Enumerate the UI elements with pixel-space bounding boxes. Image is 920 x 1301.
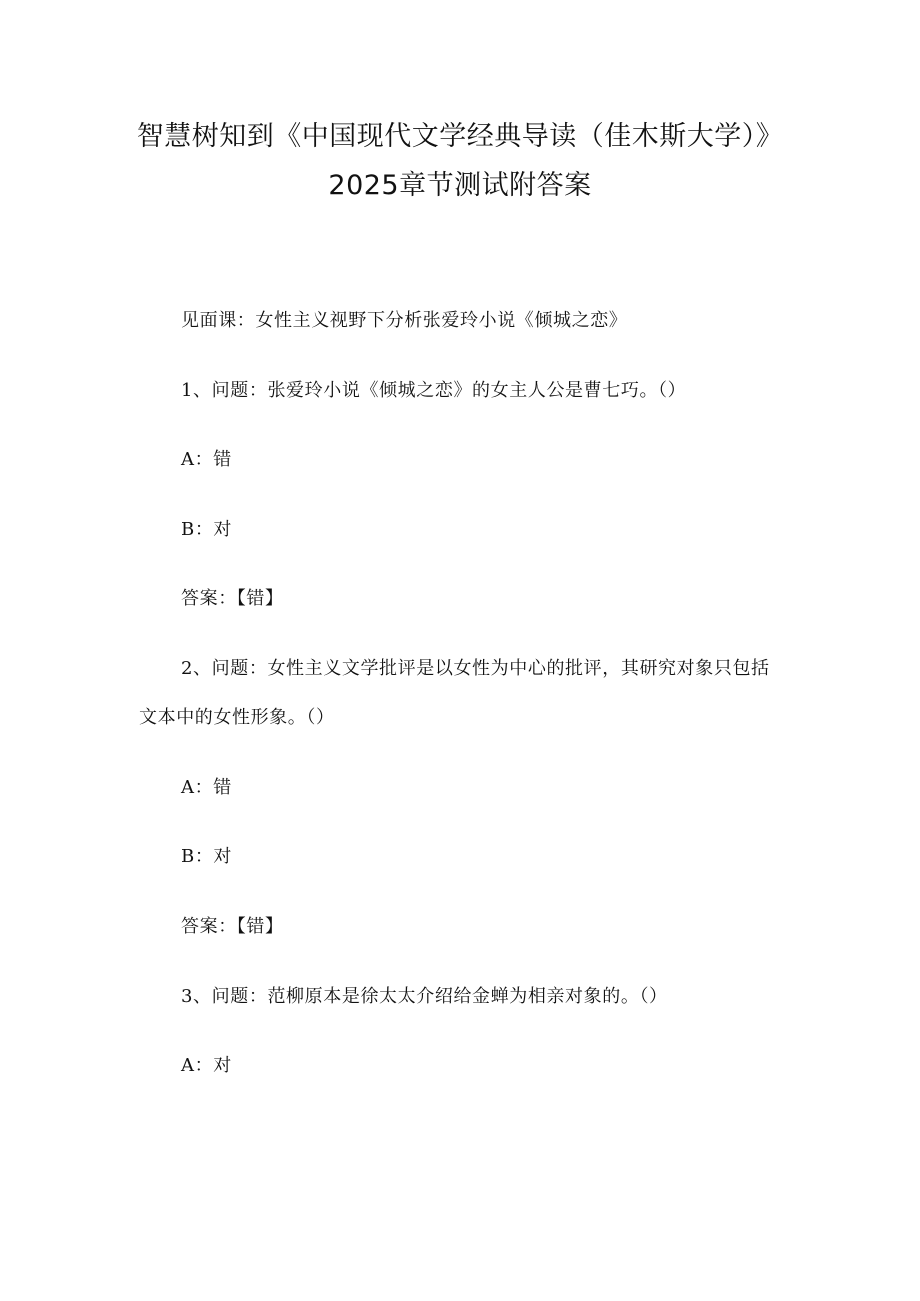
question-1-option-a: A：错 [181, 449, 232, 470]
document-title-line-2: 2025章节测试附答案 [328, 170, 592, 201]
question-2-option-a: A：错 [181, 777, 232, 798]
question-2-line-1: 2、问题：女性主义文学批评是以女性为中心的批评，其研究对象只包括 [181, 658, 770, 679]
question-2-option-b: B：对 [181, 846, 233, 867]
question-1: 1、问题：张爱玲小说《倾城之恋》的女主人公是曹七巧。（） [181, 380, 687, 401]
question-1-option-b: B：对 [181, 519, 233, 540]
document-title-line-1: 智慧树知到《中国现代文学经典导读（佳木斯大学）》 [136, 121, 784, 152]
section-heading: 见面课：女性主义视野下分析张爱玲小说《倾城之恋》 [181, 310, 628, 331]
question-1-answer: 答案：【错】 [181, 588, 284, 609]
question-2-line-2: 文本中的女性形象。（） [139, 707, 335, 728]
question-3: 3、问题：范柳原本是徐太太介绍给金蝉为相亲对象的。（） [181, 986, 668, 1007]
question-2-answer: 答案：【错】 [181, 916, 284, 937]
question-3-option-a: A：对 [181, 1055, 232, 1076]
